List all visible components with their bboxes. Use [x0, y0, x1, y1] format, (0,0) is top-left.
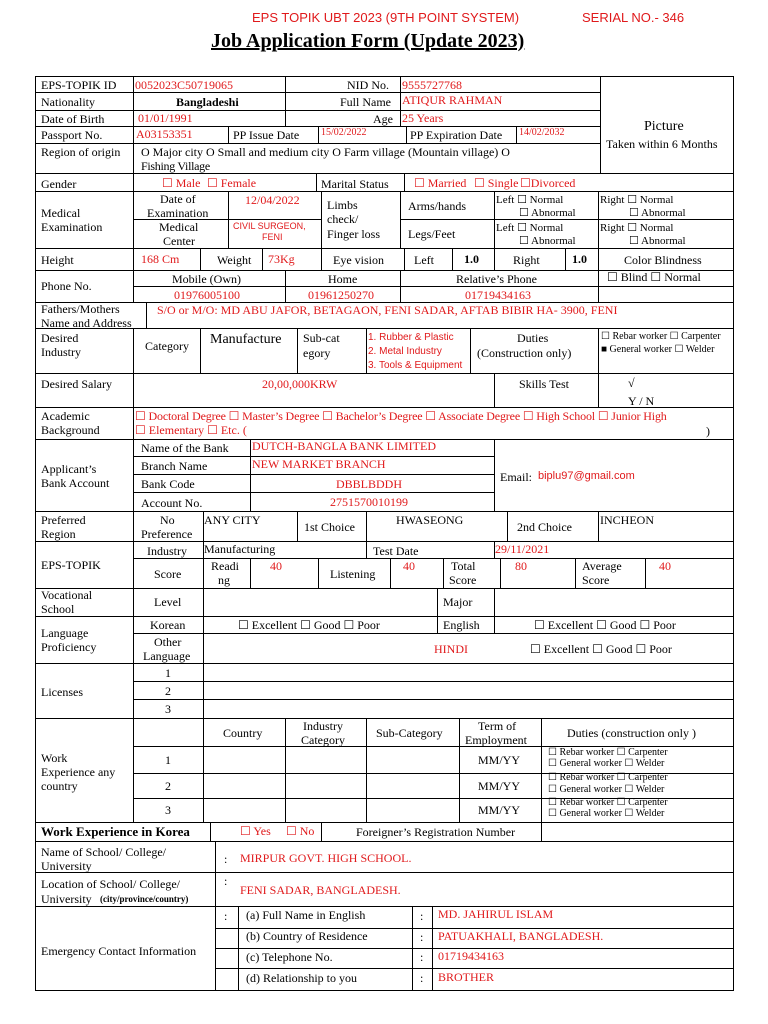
label-proficiency: Proficiency	[41, 640, 97, 654]
arms-right-abnormal[interactable]: ☐ Abnormal	[629, 207, 686, 219]
label-school-loc-2: University	[41, 892, 92, 906]
top-title: EPS TOPIK UBT 2023 (9TH POINT SYSTEM)	[252, 10, 520, 25]
label-eps-topik-id: EPS-TOPIK ID	[41, 78, 117, 92]
label-email: Email:	[500, 470, 532, 484]
label-nid: NID No.	[347, 78, 389, 92]
marital-single-checkbox[interactable]: ☐ Single	[474, 176, 519, 190]
arms-left-abnormal[interactable]: ☐ Abnormal	[519, 207, 576, 219]
label-ec-country: (b) Country of Residence	[246, 929, 368, 943]
value-ec-country: PATUAKHALI, BANGLADESH.	[438, 929, 604, 943]
work-row-1-num: 1	[165, 753, 171, 767]
label-major: Major	[443, 595, 473, 609]
label-desired: Desired	[41, 331, 79, 345]
label-background: Background	[41, 423, 100, 437]
label-date-of: Date of	[160, 192, 196, 206]
school-name-colon: :	[224, 852, 228, 866]
col-sub-category: Sub-Category	[376, 726, 443, 740]
label-duties: Duties	[517, 331, 549, 345]
serial-number: SERIAL NO.- 346	[582, 10, 685, 25]
label-branch-name: Branch Name	[141, 459, 208, 473]
col-industry-2: Category	[301, 733, 345, 747]
value-subcat-3: 3. Tools & Equipment	[368, 360, 463, 371]
value-manufacture: Manufacture	[210, 332, 282, 347]
region-options-line2: Fishing Village	[141, 159, 210, 173]
label-vocational: Vocational	[41, 588, 93, 602]
value-subcat-2: 2. Metal Industry	[368, 346, 442, 357]
value-total: 80	[515, 559, 527, 573]
skills-check-mark: √	[628, 376, 635, 390]
label-limbs: Limbs	[327, 198, 358, 212]
value-height: 168 Cm	[141, 252, 180, 266]
value-choice2: INCHEON	[600, 513, 654, 527]
label-skills-test: Skills Test	[519, 377, 569, 391]
label-medical-center: Medical	[159, 220, 199, 234]
work-row-3-term: MM/YY	[478, 803, 521, 817]
col-duties-con: Duties (construction only )	[567, 726, 696, 740]
label-home: Home	[328, 272, 358, 286]
label-pp-issue: PP Issue Date	[233, 128, 300, 142]
legs-right-abnormal[interactable]: ☐ Abnormal	[629, 235, 686, 247]
label-finger: Finger loss	[327, 227, 381, 241]
license-3: 3	[165, 702, 171, 716]
gender-female-checkbox[interactable]: ☐ Female	[207, 176, 257, 190]
label-other: Other	[154, 635, 182, 649]
col-country: Country	[223, 726, 263, 740]
arms-right-normal[interactable]: Right ☐ Normal	[600, 194, 674, 206]
skills-yn[interactable]: Y / N	[628, 394, 655, 408]
label-first-choice: 1st Choice	[304, 520, 355, 534]
label-foreigner-reg: Foreigner’s Registration Number	[356, 825, 516, 839]
label-medical: Medical	[41, 206, 81, 220]
color-blind-options[interactable]: ☐ Blind ☐ Normal	[607, 270, 701, 284]
work-row-1-rebar[interactable]: ☐ Rebar worker ☐ Carpenter	[548, 747, 668, 758]
label-preference: Preference	[141, 527, 193, 541]
value-ec-phone: 01719434163	[438, 949, 504, 963]
label-pp-exp: PP Expiration Date	[410, 128, 503, 142]
label-center: Center	[163, 234, 195, 248]
label-sub-cat: Sub-cat	[303, 331, 340, 345]
value-weight: 73Kg	[268, 252, 295, 266]
work-row-2-rebar[interactable]: ☐ Rebar worker ☐ Carpenter	[548, 772, 668, 783]
label-total-2: Score	[449, 573, 477, 587]
label-phone: Phone No.	[41, 279, 92, 293]
label-height: Height	[41, 253, 74, 267]
english-proficiency-options[interactable]: ☐ Excellent ☐ Good ☐ Poor	[534, 618, 676, 632]
work-row-3-rebar[interactable]: ☐ Rebar worker ☐ Carpenter	[548, 797, 668, 808]
value-mobile: 01976005100	[174, 288, 240, 302]
label-date-exam: Examination	[147, 206, 209, 220]
col-term-1: Term of	[478, 719, 517, 733]
label-school-loc-3: (city/province/country)	[100, 894, 189, 904]
label-licenses: Licenses	[41, 685, 83, 699]
korea-no-checkbox[interactable]: ☐ No	[286, 824, 315, 838]
value-nationality: Bangladeshi	[176, 95, 239, 109]
work-row-1-term: MM/YY	[478, 753, 521, 767]
label-bank-name: Name of the Bank	[141, 441, 229, 455]
value-left-eye: 1.0	[464, 252, 479, 266]
ec-colon-a: :	[224, 909, 228, 923]
value-nid: 9555727768	[402, 78, 462, 92]
label-school-name-2: University	[41, 859, 92, 873]
label-listening: Listening	[330, 567, 376, 581]
label-region: Region of origin	[41, 145, 121, 159]
label-account-no: Account No.	[141, 496, 203, 510]
region-options-line1: O Major city O Small and medium city O Farm village (Mountain village) O	[141, 145, 510, 159]
work-row-1-general[interactable]: ☐ General worker ☐ Welder	[548, 758, 665, 769]
label-school: School	[41, 602, 75, 616]
label-total-1: Total	[451, 559, 476, 573]
legs-left-abnormal[interactable]: ☐ Abnormal	[519, 235, 576, 247]
license-2: 2	[165, 684, 171, 698]
korea-yes-checkbox[interactable]: ☐ Yes	[240, 824, 271, 838]
label-other-language: Language	[143, 649, 191, 663]
value-branch: NEW MARKET BRANCH	[252, 457, 386, 471]
academic-options-line1[interactable]: ☐ Doctoral Degree ☐ Master’s Degree ☐ Bachelor’s Degree ☐ Associate Degree ☐ High School ☐ Junior High	[135, 409, 667, 423]
academic-close-paren: )	[706, 424, 710, 438]
label-bank-code: Bank Code	[141, 477, 195, 491]
label-color-blindness: Color Blindness	[624, 253, 702, 267]
label-construction-only: (Construction only)	[477, 346, 572, 360]
label-reading-1: Readi	[211, 559, 239, 573]
marital-divorced-checkbox[interactable]: ☐Divorced	[520, 176, 576, 190]
gender-male-checkbox[interactable]: ☐ Male	[162, 176, 201, 190]
picture-label: Picture	[644, 119, 684, 134]
other-proficiency-options[interactable]: ☐ Excellent ☐ Good ☐ Poor	[530, 642, 672, 656]
value-any-city: ANY CITY	[204, 513, 261, 527]
duty-general-welder[interactable]: ■ General worker ☐ Welder	[601, 344, 715, 355]
korean-proficiency-options[interactable]: ☐ Excellent ☐ Good ☐ Poor	[238, 618, 380, 632]
label-korean: Korean	[150, 618, 186, 632]
label-mobile: Mobile (Own)	[172, 272, 241, 286]
label-relative: Relative’s Phone	[456, 272, 537, 286]
ec-colon-a2: :	[420, 909, 424, 923]
label-score: Score	[154, 567, 182, 581]
value-exam-date: 12/04/2022	[245, 193, 300, 207]
value-relative: 01719434163	[465, 288, 531, 302]
label-test-date: Test Date	[373, 544, 419, 558]
value-ec-name: MD. JAHIRUL ISLAM	[438, 907, 554, 921]
value-medical-center-1: CIVIL SURGEON,	[233, 221, 306, 231]
value-school-name: MIRPUR GOVT. HIGH SCHOOL.	[240, 851, 412, 865]
work-row-2-num: 2	[165, 779, 171, 793]
label-eps-topik: EPS-TOPIK	[41, 558, 101, 572]
label-full-name: Full Name	[340, 95, 391, 109]
license-1: 1	[165, 666, 171, 680]
value-account-no: 2751570010199	[330, 495, 408, 509]
value-average: 40	[659, 559, 671, 573]
label-preferred: Preferred	[41, 513, 86, 527]
label-category: Category	[145, 339, 189, 353]
label-no: No	[160, 513, 175, 527]
label-country: country	[41, 779, 78, 793]
label-desired-salary: Desired Salary	[41, 377, 112, 391]
ec-colon-b: :	[420, 930, 424, 944]
value-parent-address: S/O or M/O: MD ABU JAFOR, BETAGAON, FENI SADAR, AFTAB BIBIR HA- 3900, FENI	[157, 303, 618, 317]
label-applicant: Applicant’s	[41, 462, 97, 476]
value-listening: 40	[403, 559, 415, 573]
label-bank-account: Bank Account	[41, 476, 110, 490]
picture-sub-label: Taken within 6 Months	[606, 137, 718, 151]
label-reading-2: ng	[218, 573, 230, 587]
work-row-2-general[interactable]: ☐ General worker ☐ Welder	[548, 784, 665, 795]
value-age: 25 Years	[402, 111, 444, 125]
value-salary: 20,00,000KRW	[262, 377, 338, 391]
label-average-1: Average	[582, 559, 622, 573]
label-fathers: Fathers/Mothers	[41, 302, 120, 316]
value-full-name: ATIQUR RAHMAN	[402, 93, 503, 107]
label-industry: Industry	[41, 345, 81, 359]
work-row-3-general[interactable]: ☐ General worker ☐ Welder	[548, 808, 665, 819]
label-arms: Arms/hands	[408, 199, 466, 213]
label-gender: Gender	[41, 177, 77, 191]
work-row-3-num: 3	[165, 803, 171, 817]
label-name-address: Name and Address	[41, 316, 132, 330]
value-right-eye: 1.0	[572, 252, 587, 266]
value-medical-center-2: FENI	[262, 232, 283, 242]
value-passport: A03153351	[136, 127, 193, 141]
value-topik-industry: Manufacturing	[204, 542, 276, 556]
value-eps-id: 0052023C50719065	[135, 78, 234, 92]
label-school-loc-1: Location of School/ College/	[41, 877, 180, 891]
label-marital: Marital Status	[321, 177, 389, 191]
label-emergency: Emergency Contact Information	[41, 944, 197, 958]
duty-rebar-carpenter[interactable]: ☐ Rebar worker ☐ Carpenter	[601, 331, 721, 342]
label-left-eye: Left	[414, 253, 434, 267]
legs-left-normal[interactable]: Left ☐ Normal	[496, 222, 564, 234]
label-eye-vision: Eye vision	[333, 253, 384, 267]
school-loc-colon: :	[224, 874, 228, 888]
label-work: Work	[41, 751, 68, 765]
form-title: Job Application Form (Update 2023)	[211, 30, 525, 52]
label-work-korea: Work Experience in Korea	[41, 824, 190, 839]
label-egory: egory	[303, 346, 331, 360]
label-topik-industry: Industry	[147, 544, 187, 558]
label-region-pref: Region	[41, 527, 76, 541]
label-right-eye: Right	[513, 253, 540, 267]
value-home: 01961250270	[308, 288, 374, 302]
label-level: Level	[154, 595, 182, 609]
work-row-2-term: MM/YY	[478, 779, 521, 793]
value-reading: 40	[270, 559, 282, 573]
label-check: check/	[327, 212, 359, 226]
label-second-choice: 2nd Choice	[517, 520, 572, 534]
marital-married-checkbox[interactable]: ☐ Married	[414, 176, 467, 190]
label-average-2: Score	[582, 573, 610, 587]
col-industry-1: Industry	[303, 719, 343, 733]
arms-left-normal[interactable]: Left ☐ Normal	[496, 194, 564, 206]
value-subcat-1: 1. Rubber & Plastic	[368, 332, 454, 343]
label-ec-phone: (c) Telephone No.	[246, 950, 333, 964]
legs-right-normal[interactable]: Right ☐ Normal	[600, 222, 674, 234]
value-ec-relation: BROTHER	[438, 970, 495, 984]
value-bank-code: DBBLBDDH	[336, 477, 403, 491]
label-english: English	[443, 618, 480, 632]
label-passport: Passport No.	[41, 128, 103, 142]
value-bank-name: DUTCH-BANGLA BANK LIMITED	[252, 439, 436, 453]
label-legs: Legs/Feet	[408, 227, 456, 241]
label-dob: Date of Birth	[41, 112, 105, 126]
value-school-location: FENI SADAR, BANGLADESH.	[240, 883, 401, 897]
label-academic: Academic	[41, 409, 90, 423]
label-nationality: Nationality	[41, 95, 95, 109]
label-weight: Weight	[217, 253, 252, 267]
col-term-2: Employment	[465, 733, 527, 747]
value-dob: 01/01/1991	[138, 111, 193, 125]
label-age: Age	[373, 112, 393, 126]
label-school-name-1: Name of School/ College/	[41, 845, 166, 859]
ec-colon-c: :	[420, 950, 424, 964]
value-email: biplu97@gmail.com	[538, 470, 635, 482]
value-pp-issue: 15/02/2022	[321, 127, 367, 138]
value-choice1: HWASEONG	[396, 513, 464, 527]
label-experience-any: Experience any	[41, 765, 116, 779]
label-ec-relation: (d) Relationship to you	[246, 971, 357, 985]
label-ec-name: (a) Full Name in English	[246, 908, 366, 922]
value-other-language: HINDI	[434, 642, 468, 656]
value-pp-exp: 14/02/2032	[519, 127, 565, 138]
label-medical-exam: Examination	[41, 220, 103, 234]
value-test-date: 29/11/2021	[495, 542, 550, 556]
label-language: Language	[41, 626, 89, 640]
academic-options-line2[interactable]: ☐ Elementary ☐ Etc. (	[135, 423, 247, 437]
ec-colon-d: :	[420, 971, 424, 985]
